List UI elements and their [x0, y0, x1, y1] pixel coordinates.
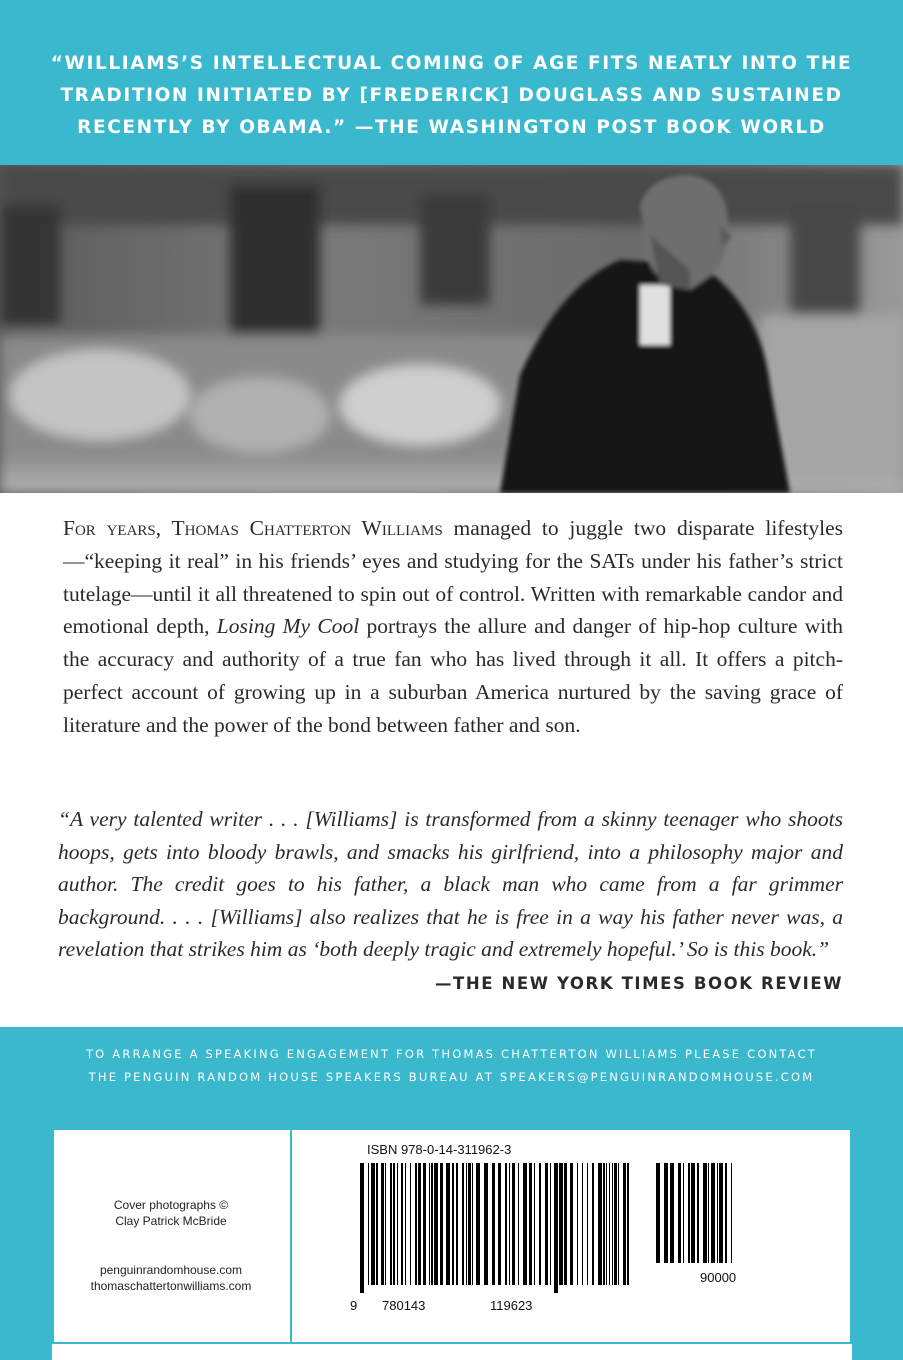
- barcode-bar: [423, 1163, 426, 1285]
- barcode-border-right: [850, 1128, 852, 1344]
- barcode-bar: [703, 1163, 707, 1263]
- barcode-bar: [554, 1163, 558, 1293]
- barcode-bar: [429, 1163, 430, 1285]
- barcode-bar: [509, 1163, 510, 1285]
- barcode-bar: [456, 1163, 458, 1285]
- top-quote: “WILLIAMS’S INTELLECTUAL COMING OF AGE FITS NEATLY INTO THE TRADITION INITIATED BY [FREDERICK] DOUGLASS AND SUSTAINED RECENTLY BY OBAMA.” —THE WASHINGTON POST BOOK WORLD: [50, 53, 853, 138]
- barcode-bar: [725, 1163, 727, 1263]
- barcode-bar: [627, 1163, 629, 1285]
- barcode-bar: [518, 1163, 519, 1285]
- barcode-bar: [440, 1163, 443, 1285]
- barcode-bar: [505, 1163, 507, 1285]
- barcode-bar: [688, 1163, 690, 1263]
- barcode-bar: [656, 1163, 660, 1263]
- credits-box: [52, 1128, 290, 1344]
- barcode-bar: [717, 1163, 718, 1263]
- barcode-bar: [498, 1163, 501, 1285]
- barcode-border-bottom: [290, 1342, 852, 1344]
- barcode-bar: [446, 1163, 450, 1285]
- barcode-bar: [719, 1163, 723, 1263]
- barcode-bar: [529, 1163, 532, 1285]
- barcode-bar: [664, 1163, 668, 1263]
- cover-credit-line-1: Cover photographs ©: [113, 1198, 229, 1212]
- barcode-bar: [492, 1163, 495, 1285]
- panel-divider: [290, 1128, 292, 1344]
- barcode-bar: [476, 1163, 480, 1285]
- cover-photo-credit: [52, 1197, 290, 1229]
- barcode-bar: [462, 1163, 464, 1285]
- barcode-bar: [415, 1163, 417, 1285]
- price-code: 90000: [700, 1270, 737, 1285]
- barcode-bar: [390, 1163, 392, 1285]
- speaking-line-2: THE PENGUIN RANDOM HOUSE SPEAKERS BUREAU AT SPEAKERS@PENGUINRANDOMHOUSE.COM: [88, 1070, 815, 1084]
- barcode-bar: [381, 1163, 384, 1285]
- barcode-bar: [371, 1163, 375, 1285]
- barcode-bar: [368, 1163, 369, 1285]
- barcode-bar: [550, 1163, 551, 1285]
- barcode-bar: [472, 1163, 473, 1285]
- barcode-bar: [691, 1163, 695, 1263]
- barcode-border-top: [290, 1128, 852, 1130]
- barcode-bar: [452, 1163, 454, 1285]
- blurb-part2: portrays the allure and danger of hip-hop culture with the accuracy and authority of a true fan who has lived through it all. It offers a pitch-perfect account of growing up in a suburban America nurtured by the saving grace of literature and the power of the bond between father and son.: [63, 614, 843, 737]
- barcode-bar: [466, 1163, 467, 1285]
- barcode-bar: [697, 1163, 699, 1263]
- publisher-url: penguinrandomhouse.com: [99, 1263, 243, 1277]
- barcode-bar: [539, 1163, 541, 1285]
- review-attribution: —THE NEW YORK TIMES BOOK REVIEW: [434, 973, 843, 993]
- barcode-bar: [606, 1163, 607, 1285]
- barcode-bar: [618, 1163, 619, 1285]
- barcode-bar: [708, 1163, 709, 1263]
- author-photo: [0, 165, 903, 493]
- barcode-bar: [670, 1163, 674, 1263]
- barcode-bar: [678, 1163, 681, 1263]
- barcode-bar: [484, 1163, 488, 1285]
- review-text: “A very talented writer . . . [Williams] is transformed from a skinny teenager who shoots hoops, gets into bloody brawls, and smacks his girlfriend, into a philosophy major and author. The credit goes to his father, a black man who came from a far grimmer background. . . . [Williams] also realizes that he is free in a way his father never was, a revelation that strikes him as ‘both deeply tragic and extremely hopeful.’ So is this book.”: [58, 807, 843, 961]
- isbn-label: ISBN 978-0-14-311962-3: [367, 1142, 512, 1157]
- barcode-bar: [410, 1163, 411, 1285]
- description-paragraph: [63, 512, 843, 742]
- barcode-bar: [731, 1163, 732, 1263]
- barcode-bar: [609, 1163, 610, 1285]
- barcode-bar: [376, 1163, 378, 1285]
- barcode-bar: [468, 1163, 471, 1285]
- barcode-bar: [360, 1163, 364, 1293]
- barcode-bar: [405, 1163, 406, 1285]
- barcode-bar: [534, 1163, 535, 1285]
- barcode-bar: [393, 1163, 395, 1285]
- barcode-bar: [418, 1163, 421, 1285]
- barcode-bar: [523, 1163, 527, 1285]
- barcode-bar: [577, 1163, 578, 1285]
- barcode-bar: [559, 1163, 563, 1285]
- barcode-bar: [512, 1163, 515, 1285]
- blurb-lead: For years, Thomas Chatterton Williams: [63, 516, 443, 540]
- barcode-bar: [582, 1163, 583, 1285]
- speaking-line-1: TO ARRANGE A SPEAKING ENGAGEMENT FOR THOMAS CHATTERTON WILLIAMS PLEASE CONTACT: [85, 1047, 818, 1061]
- barcode-lead-digit: 9: [350, 1298, 358, 1313]
- barcode-bar: [711, 1163, 715, 1263]
- speaking-engagement: [40, 1043, 863, 1089]
- isbn-barcode: [358, 1163, 838, 1298]
- barcode-bar: [612, 1163, 613, 1285]
- barcode-digits-left: 780143: [382, 1298, 426, 1313]
- blurb-part1: managed to juggle two disparate lifestyles—“keeping it real” in his friends’ eyes and studying for the SATs under his father’s strict tutelage—until it all threatened to spin out of control. Written with remarkable candor and emotional depth,: [63, 516, 843, 639]
- barcode-bar: [545, 1163, 548, 1285]
- barcode-bar: [603, 1163, 605, 1285]
- barcode-bar: [397, 1163, 398, 1285]
- barcode-bar: [683, 1163, 684, 1263]
- barcode-bar: [434, 1163, 438, 1285]
- barcode-bar: [401, 1163, 403, 1285]
- barcode-digits-right: 119623: [490, 1298, 533, 1313]
- barcode-bar: [614, 1163, 617, 1285]
- book-title: Losing My Cool: [216, 614, 360, 639]
- barcode-bar: [592, 1163, 594, 1285]
- barcode-bar: [431, 1163, 433, 1285]
- author-url: thomaschattertonwilliams.com: [90, 1279, 252, 1293]
- cover-credit-line-2: Clay Patrick McBride: [115, 1214, 227, 1228]
- barcode-bar: [564, 1163, 567, 1285]
- website-urls: [52, 1262, 290, 1294]
- barcode-bar: [385, 1163, 386, 1285]
- barcode-bar: [570, 1163, 573, 1285]
- barcode-bar: [587, 1163, 588, 1285]
- review-quote: [58, 803, 843, 1000]
- barcode-bar: [598, 1163, 602, 1285]
- barcode-bar: [623, 1163, 626, 1285]
